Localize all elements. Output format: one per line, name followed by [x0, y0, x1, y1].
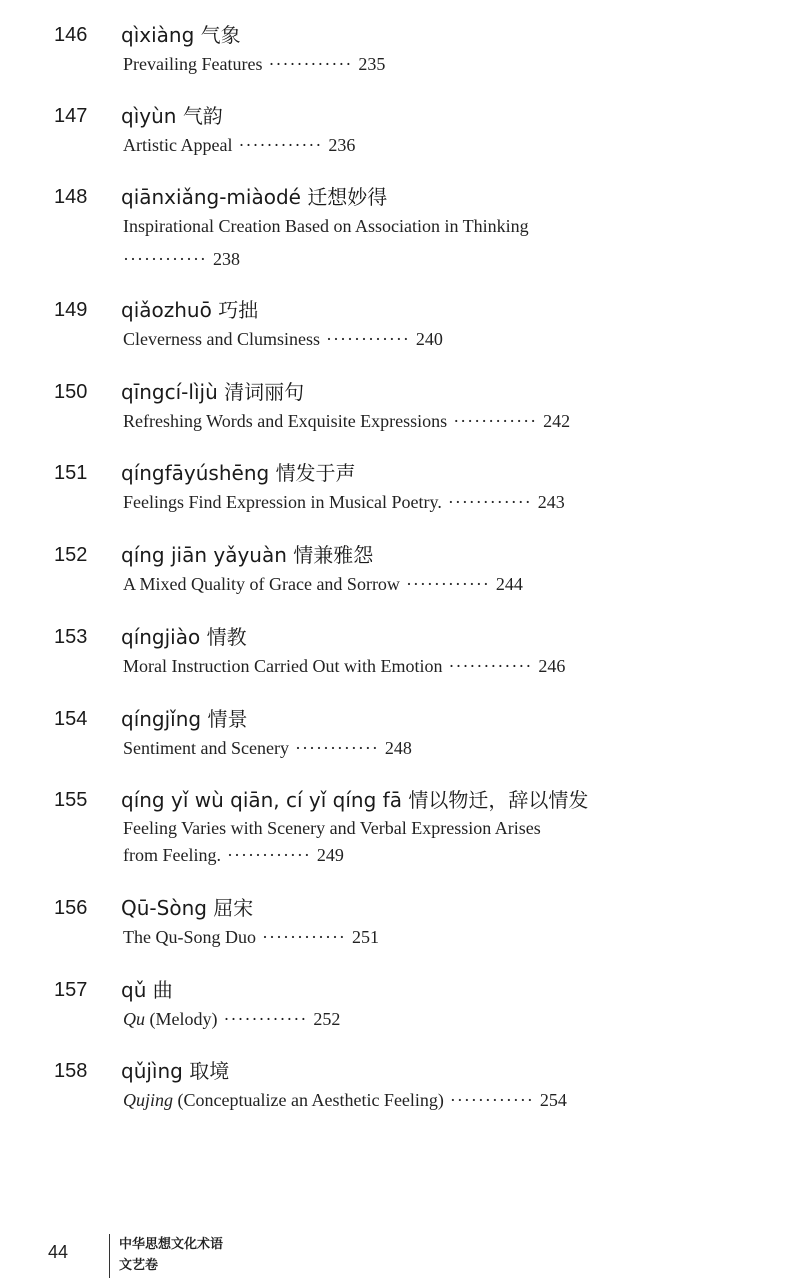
english-line [123, 570, 683, 599]
entry-heading [121, 786, 588, 814]
leader-dots: ············ [223, 1009, 308, 1029]
english-term: Moral Instruction Carried Out with Emotion [123, 656, 443, 676]
entry-number: 157 [54, 979, 88, 1001]
english-term: The Qu-Song Duo [123, 927, 256, 947]
english-line [123, 923, 683, 952]
page-ref: 244 [495, 574, 523, 594]
entry-heading [121, 541, 373, 569]
hanzi: 巧拙 [218, 298, 259, 322]
entry-number: 158 [54, 1060, 88, 1082]
english-term-italic: Qu [123, 1009, 145, 1029]
pinyin: Qū-Sòng [121, 896, 207, 920]
entry-number: 154 [54, 708, 88, 730]
page-ref: 235 [358, 54, 386, 74]
page-ref: 246 [538, 656, 566, 676]
pinyin: qíngjǐng [121, 707, 202, 731]
page-ref: 242 [543, 411, 571, 431]
english-line [123, 652, 683, 681]
leader-dots: ············ [268, 54, 353, 74]
english-term-line2: from Feeling. [123, 845, 221, 865]
hanzi: 气韵 [182, 104, 223, 128]
english-term-italic: Qujing [123, 1090, 174, 1110]
entry-heading [121, 183, 387, 211]
entry-heading [121, 1057, 229, 1085]
english-term: Feelings Find Expression in Musical Poetry. [123, 492, 442, 512]
pinyin: qìyùn [121, 104, 177, 128]
leader-dots: ············ [123, 249, 207, 269]
english-term-line1: Feeling Varies with Scenery and Verbal Expression Arises [123, 818, 541, 838]
pinyin: qìxiàng [121, 23, 195, 47]
english-line [123, 488, 683, 517]
page-ref: 251 [351, 927, 379, 947]
hanzi: 清词丽句 [224, 380, 305, 404]
english-term: Sentiment and Scenery [123, 738, 289, 758]
english-term: Cleverness and Clumsiness [123, 329, 320, 349]
entry-heading [121, 976, 173, 1004]
footer-divider [109, 1234, 110, 1278]
page-ref: 238 [212, 249, 240, 269]
page-ref: 236 [328, 135, 356, 155]
entry-heading [121, 894, 253, 922]
entry-heading [121, 102, 223, 130]
entry-heading [121, 21, 241, 49]
english-line [123, 1086, 683, 1115]
pinyin: qíng jiān yǎyuàn [121, 543, 287, 567]
leader-dots: ············ [405, 574, 490, 594]
leader-dots: ············ [448, 656, 533, 676]
pinyin: qǔ [121, 978, 147, 1002]
book-title [119, 1234, 223, 1276]
hanzi: 情以物迁，辞以情发 [408, 788, 589, 812]
entry-number: 147 [54, 105, 88, 127]
leader-dots: ············ [447, 492, 532, 512]
hanzi: 情景 [207, 707, 248, 731]
leader-dots: ············ [226, 845, 311, 865]
pinyin: qíngfāyúshēng [121, 461, 270, 485]
page-ref: 254 [539, 1090, 567, 1110]
entry-heading [121, 623, 247, 651]
page-ref: 249 [316, 845, 344, 865]
english-term: (Conceptualize an Aesthetic Feeling) [173, 1090, 444, 1110]
entry-number: 152 [54, 544, 88, 566]
leader-dots: ············ [453, 411, 538, 431]
pinyin: qǔjìng [121, 1059, 183, 1083]
leader-dots: ············ [238, 135, 323, 155]
english-line [123, 325, 683, 354]
entry-heading [121, 459, 356, 487]
english-line [123, 815, 683, 841]
hanzi: 屈宋 [213, 896, 254, 920]
hanzi: 曲 [152, 978, 173, 1002]
book-title-line2: 文艺卷 [119, 1258, 159, 1273]
entry-number: 156 [54, 897, 88, 919]
english-line [123, 407, 683, 436]
english-line [123, 131, 683, 160]
pinyin: qiǎozhuō [121, 298, 212, 322]
hanzi: 情教 [206, 625, 247, 649]
entry-number: 149 [54, 299, 88, 321]
english-line [123, 50, 683, 79]
hanzi: 气象 [200, 23, 241, 47]
english-term: (Melody) [145, 1009, 218, 1029]
english-line-2 [123, 841, 683, 870]
pinyin: qiānxiǎng-miàodé [121, 185, 301, 209]
page-ref: 243 [537, 492, 565, 512]
entry-number: 148 [54, 186, 88, 208]
english-line-2 [123, 245, 683, 274]
english-line [123, 1005, 683, 1034]
leader-dots: ············ [262, 927, 346, 947]
entry-number: 151 [54, 462, 88, 484]
english-term: A Mixed Quality of Grace and Sorrow [123, 574, 400, 594]
hanzi: 情发于声 [275, 461, 356, 485]
english-term: Refreshing Words and Exquisite Expressions [123, 411, 448, 431]
leader-dots: ············ [294, 738, 379, 758]
entry-number: 155 [54, 789, 88, 811]
entry-heading [121, 378, 304, 406]
leader-dots: ············ [449, 1090, 534, 1110]
entry-number: 146 [54, 24, 88, 46]
entry-number: 153 [54, 626, 88, 648]
hanzi: 取境 [189, 1059, 230, 1083]
english-line [123, 212, 683, 241]
pinyin: qīngcí-lìjù [121, 380, 218, 404]
english-line [123, 734, 683, 763]
leader-dots: ············ [325, 329, 410, 349]
pinyin: qíngjiào [121, 625, 201, 649]
english-term: Prevailing Features [123, 54, 263, 74]
hanzi: 迁想妙得 [307, 185, 388, 209]
page-ref: 248 [384, 738, 412, 758]
entry-heading [121, 705, 247, 733]
page-number: 44 [48, 1242, 69, 1262]
page-ref: 240 [415, 329, 443, 349]
english-term: Artistic Appeal [123, 135, 233, 155]
pinyin: qíng yǐ wù qiān, cí yǐ qíng fā [121, 788, 402, 812]
page-ref: 252 [313, 1009, 341, 1029]
hanzi: 情兼雅怨 [293, 543, 374, 567]
entry-number: 150 [54, 381, 88, 403]
entry-heading [121, 296, 258, 324]
english-term: Inspirational Creation Based on Association in Thinking [123, 216, 529, 236]
book-title-line1: 中华思想文化术语 [119, 1237, 224, 1252]
